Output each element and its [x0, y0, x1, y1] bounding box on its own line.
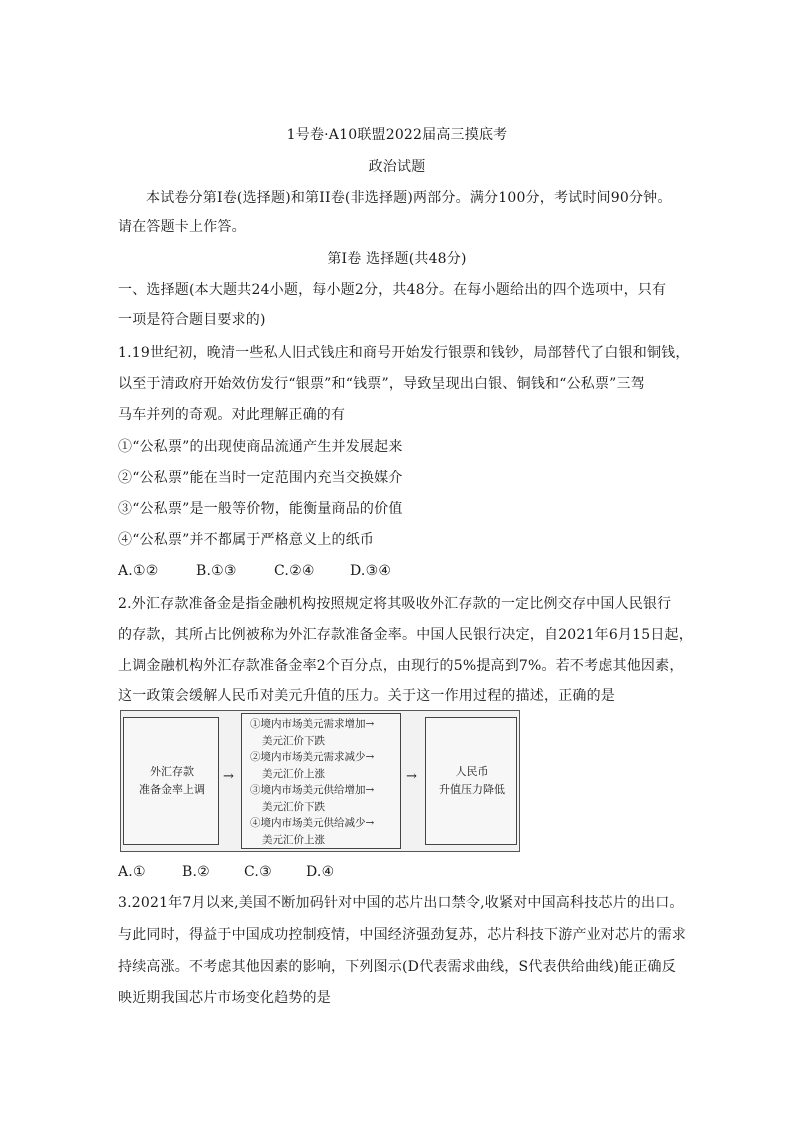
q1-option-c[interactable]: C.②④ — [274, 563, 315, 579]
q2-stem-line-3: 上调金融机构外汇存款准备金率2个百分点，由现行的5%提高到7%。若不考虑其他因素， — [118, 658, 684, 674]
instruction-line-2: 一项是符合题目要求的) — [118, 312, 266, 328]
diagram-item-2b: 美元汇价上涨 — [262, 768, 325, 780]
q2-stem-line-1: 2.外汇存款准备金是指金融机构按照规定将其吸收外汇存款的一定比例交存中国人民银行 — [118, 596, 672, 612]
q1-item-1: ①“公私票”的出现使商品流通产生并发展起来 — [118, 439, 403, 455]
q2-option-b[interactable]: B.② — [182, 864, 210, 880]
diagram-item-4a: ④境内市场美元供给减少→ — [250, 817, 375, 829]
diagram-item-3b: 美元汇价下跌 — [262, 801, 325, 813]
q2-stem-line-4: 这一政策会缓解人民币对美元升值的压力。关于这一作用过程的描述，正确的是 — [118, 688, 615, 704]
instruction-line-1: 一、选择题(本大题共24小题，每小题2分，共48分。在每小题给出的四个选项中，只有 — [118, 282, 667, 298]
diagram-arrow-2: → — [406, 769, 417, 784]
diagram-item-2a: ②境内市场美元需求减少→ — [250, 751, 375, 763]
q2-diagram — [120, 710, 520, 852]
diagram-left-label-2: 准备金率上调 — [139, 783, 205, 796]
q3-stem-line-2: 与此同时，得益于中国成功控制疫情，中国经济强劲复苏，芯片科技下游产业对芯片的需求 — [118, 927, 686, 943]
diagram-item-1b: 美元汇价下跌 — [262, 735, 325, 747]
diagram-right-box — [425, 717, 517, 845]
exam-title: 1号卷·A10联盟2022届高三摸底考 — [286, 127, 508, 143]
intro-line-1: 本试卷分第I卷(选择题)和第II卷(非选择题)两部分。满分100分，考试时间90分钟。 — [146, 190, 672, 206]
diagram-left-label-1: 外汇存款 — [150, 765, 194, 778]
q1-item-3: ③“公私票”是一般等价物，能衡量商品的价值 — [118, 501, 403, 517]
q1-stem-line-1: 1.19世纪初，晚清一些私人旧式钱庄和商号开始发行银票和钱钞，局部替代了白银和铜钱， — [118, 345, 690, 361]
q3-stem-line-4: 映近期我国芯片市场变化趋势的是 — [118, 990, 331, 1006]
q2-option-a[interactable]: A.① — [118, 864, 146, 880]
q1-stem-line-3: 马车并列的奇观。对此理解正确的有 — [118, 407, 346, 423]
section-title: 第I卷 选择题(共48分) — [327, 251, 467, 267]
q1-stem-line-2: 以至于清政府开始效仿发行“银票”和“钱票”，导致呈现出白银、铜钱和“公私票”三驾 — [118, 376, 645, 392]
q2-stem-line-2: 的存款，其所占比例被称为外汇存款准备金率。中国人民银行决定，自2021年6月15日起， — [118, 627, 693, 643]
diagram-left-box — [123, 717, 219, 845]
diagram-right-label-1: 人民币 — [455, 765, 489, 778]
q1-option-d[interactable]: D.③④ — [350, 563, 392, 579]
q1-option-a[interactable]: A.①② — [118, 563, 159, 579]
diagram-item-1a: ①境内市场美元需求增加→ — [250, 718, 375, 730]
diagram-arrow-1: → — [223, 769, 234, 784]
q1-item-2: ②“公私票”能在当时一定范围内充当交换媒介 — [118, 470, 403, 486]
q1-options — [118, 561, 391, 581]
q1-option-b[interactable]: B.①③ — [196, 563, 237, 579]
diagram-item-4b: 美元汇价上涨 — [262, 834, 325, 846]
q3-stem-line-3: 持续高涨。不考虑其他因素的影响，下列图示(D代表需求曲线，S代表供给曲线)能正确反 — [118, 959, 676, 975]
q2-option-d[interactable]: D.④ — [306, 864, 335, 880]
q2-option-c[interactable]: C.③ — [244, 864, 272, 880]
q2-options — [118, 862, 334, 882]
intro-line-2: 请在答题卡上作答。 — [118, 219, 246, 235]
diagram-right-label-2: 升值压力降低 — [439, 783, 505, 796]
exam-subject: 政治试题 — [368, 159, 426, 175]
q1-item-4: ④“公私票”并不都属于严格意义上的纸币 — [118, 532, 375, 548]
diagram-item-3a: ③境内市场美元供给增加→ — [250, 784, 375, 796]
q3-stem-line-1: 3.2021年7月以来,美国不断加码针对中国的芯片出口禁令,收紧对中国高科技芯片的出口。 — [118, 895, 684, 911]
diagram-middle-box — [241, 713, 401, 849]
